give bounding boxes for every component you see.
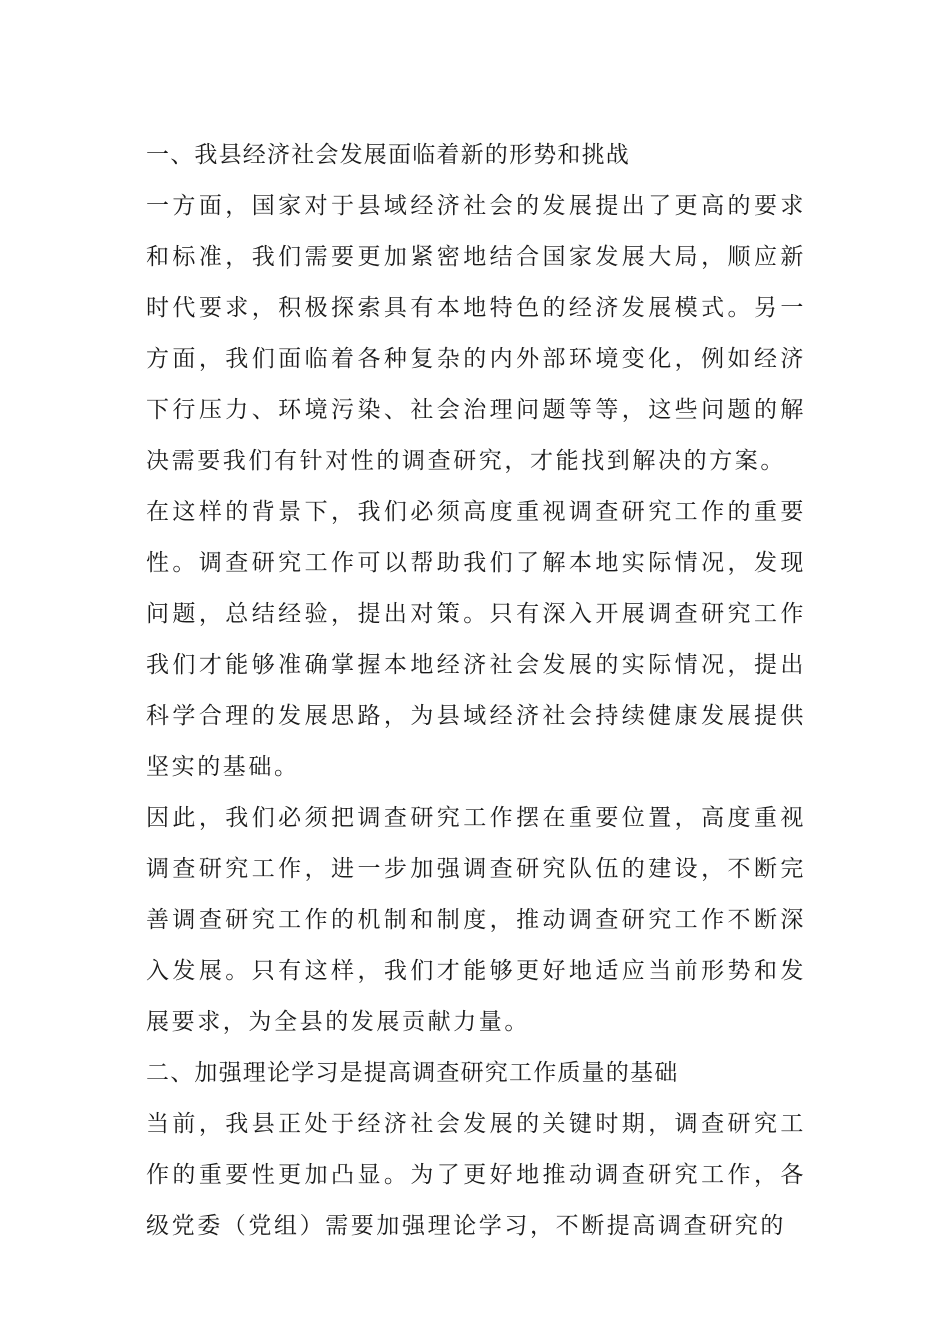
paragraph: 当前，我县正处于经济社会发展的关键时期，调查研究工作的重要性更加凸显。为了更好地推动调查研究工作，各级党委（党组）需要加强理论学习，不断提高调查研究的 [146,1111,806,1239]
paragraph: 一方面，国家对于县域经济社会的发展提出了更高的要求和标准，我们需要更加紧密地结合国家发展大局，顺应新时代要求，积极探索具有本地特色的经济发展模式。另一方面，我们面临着各种复杂的内外部环境变化，例如经济下行压力、环境污染、社会治理问题等等，这些问题的解决需要我们有针对性的调查研究，才能找到解决的方案。 [146,193,806,474]
section-heading-1: 一、我县经济社会发展面临着新的形势和挑战 [146,142,630,168]
document-body [146,130,806,1252]
paragraph: 在这样的背景下，我们必须高度重视调查研究工作的重要性。调查研究工作可以帮助我们了解本地实际情况，发现问题，总结经验，提出对策。只有深入开展调查研究工作我们才能够准确掌握本地经济社会发展的实际情况，提出科学合理的发展思路，为县域经济社会持续健康发展提供坚实的基础。 [146,499,806,780]
section-heading-2: 二、加强理论学习是提高调查研究工作质量的基础 [146,1060,679,1086]
paragraph: 因此，我们必须把调查研究工作摆在重要位置，高度重视调查研究工作，进一步加强调查研究队伍的建设，不断完善调查研究工作的机制和制度，推动调查研究工作不断深入发展。只有这样，我们才能够更好地适应当前形势和发展要求，为全县的发展贡献力量。 [146,805,806,1035]
